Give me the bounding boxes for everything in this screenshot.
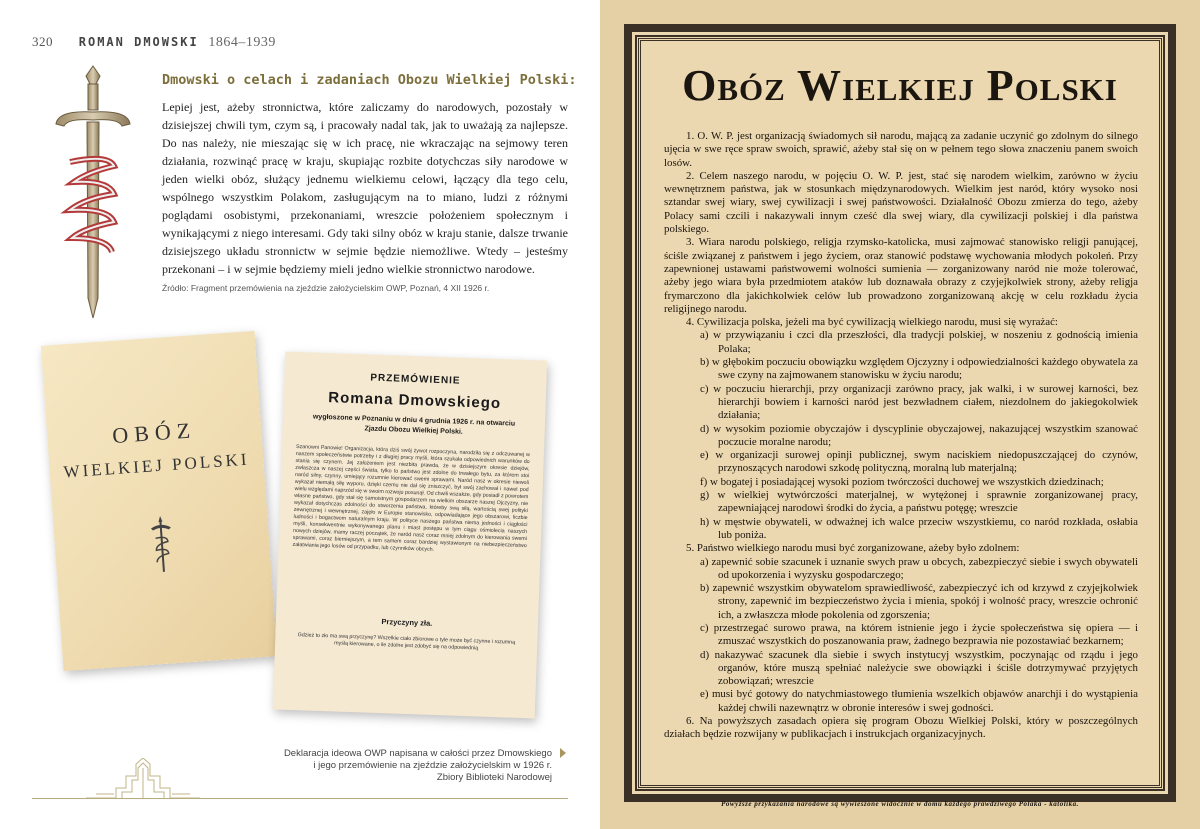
booklet-title-line1: OBÓZ [111, 417, 197, 449]
running-title: ROMAN DMOWSKI [78, 35, 199, 49]
booklet-title-line2: WIELKIEJ POLSKI [62, 449, 251, 482]
poster-paragraph: h) w męstwie obywateli, w odważnej ich walce przeciw wszystkiemu, co naród rozkłada, osłabia lub poniża. [700, 515, 1138, 541]
caption-line: Deklaracja ideowa OWP napisana w całości przez Dmowskiego [283, 748, 552, 759]
speech-title-name: Romana Dmowskiego [328, 389, 502, 413]
poster-paragraph: 4. Cywilizacja polska, jeżeli ma być cywilizacją wielkiego narodu, musi się wyrażać: [686, 316, 1058, 329]
poster-paragraph: a) zapewnić sobie szacunek i uznanie swych praw u obcych, zabezpieczyć siebie i swych obywateli od upokorzenia i wyzysku gospodarczego; [700, 555, 1138, 581]
poster-body [664, 130, 1138, 742]
poster-paragraph: d) w wysokim poziomie obyczajów i dyscyplinie obyczajowej, nakazującej wszystkim szanować poczucie moralne narodu; [700, 422, 1138, 448]
speech-body-continued: Gdzież to zło ma swą przyczynę? Wszelkie ciało zbiorowe o tyle może być czynne i rozumną myślą kierowane, o ile zdolne jest zdobyć się na odpowiednią [297, 632, 516, 652]
poster-paragraph: 6. Na powyższych zasadach opiera się program Obozu Wielkiej Polski, który w poszczególnych działach będzie rozwijany w publikacjach i instrukcjach organizacyjnych. [664, 715, 1138, 741]
article-source: Źródło: Fragment przemówienia na zjeździe założycielskim OWP, Poznań, 4 XII 1926 r. [162, 283, 490, 293]
poster-paragraph: 5. Państwo wielkiego narodu musi być zorganizowane, ażeby było zdolnem: [686, 542, 1020, 555]
booklet-sword-icon [148, 513, 176, 575]
article-heading: Dmowski o celach i zadaniach Obozu Wielkiej Polski: [162, 72, 577, 88]
speech-subheading: Przyczyny zła. [381, 617, 433, 628]
caption-line: i jego przemówienie na zjeździe założycielskim w 1926 r. [313, 760, 552, 771]
caption-arrow-icon [560, 748, 566, 758]
poster-paragraph: 1. O. W. P. jest organizacją świadomych sił narodu, mającą za zadanie uczynić go zdolnym do silnego ujęcia w swe ręce spraw swoich, sprawić, ażeby stał się on w pełnem tego słowa znaczeniu panem swoich losów. [664, 130, 1138, 169]
poster-title: Obóz Wielkiej Polski [682, 61, 1118, 110]
booklet-cover-photo [41, 331, 277, 671]
poster-paragraph: e) w organizacji surowej opinji publicznej, swym naciskiem niedopuszczającej do czynów, przynoszących narodowi szkodę polityczną, moralną lub materjalną; [700, 449, 1138, 475]
article-body: Lepiej jest, ażeby stronnictwa, które zaliczamy do narodowych, pozostały w dzisiejszej chwili tym, czym są, i pracowały nadal tak, jak to uważają za najlepsze. Do nas należy, nie mieszając się w ich pracę, nie wkraczając na sejmowy teren działania, rozwinąć pracę w kraju, skupiając rozbite dotychczas siły narodowe w jeden wielki obóz, służący jednemu wielkiemu celowi, łączący dla tego celu, wspólnego wszystkim Polakom, zasługującym na to miano, ludzi z różnymi poglądami osobistymi, przekonaniami, wreszcie położeniem społecznym i wynikającymi z niego interesami. Gdy taki silny obóz w kraju stanie, dalsze trwanie dzisiejszego układu stronnictw w sejmie będzie niemożliwe. Wtedy – jesteśmy przekonani – i w sejmie będziemy mieli jedno wielkie stronnictwo narodowe. [162, 100, 568, 276]
poster-paragraph: e) musi być gotowy do natychmiastowego tłumienia wszelkich objawów anarchji i do wystąpienia każdej chwili nazewnątrz w obronie interesów i swej godności. [700, 688, 1138, 714]
poster-paragraph: 2. Celem naszego narodu, w pojęciu O. W. P. jest, stać się narodem wielkim, zarówno w życiu wewnętrznem państwa, jak w stosunkach międzynarodowych. Wielkim jest naród, który wysoko nosi sztandar swej wiary, swej cywilizacji i swej państwowości. Działalność Obozu zmierza do tego, ażeby Polacy sami czcili i nakazywali innym cześć dla swej wiary, dla cywilizacji polskiej i dla państwa polskiego. [664, 169, 1138, 236]
speech-document-photo [273, 352, 547, 719]
page-number: 320 [32, 34, 53, 49]
poster-paragraph: b) zapewnić wszystkim obywatelom sprawiedliwość, zabezpieczyć ich od krzywd z czyjejkolwiek strony, zapewnić im bezpieczeństwo życia i mienia, spokój i wolność pracy, wreszcie ochronić ich, a zwłaszcza młode pokolenia od zgorszenia; [700, 582, 1138, 621]
szczerbiec-badge-icon [48, 62, 138, 324]
speech-body: Szanowni Panowie! Organizacja, która dziś swój żywot rozpoczyna, narodziła się z odczuwanej w naszem społeczeństwie potrzeby i z długiej pracy myśli, która szukała odpowiednich warunków do stania się czynem. Jej założeniem jest niezbita prawda, że w dzisiejszym okresie dziejów, zwłaszcza w naszej części świata, tylko to państwo jest zdolne do trwałego bytu, za którem stoi naród silny, czynny, umiejący rozumnie kierować swemi sprawami. Naród nasz w okresie niewoli wykazał niemałą siłę wyporu, dzięki czemu nie dał się zniszczyć, był swój zachował i nawet pod wielu względami naprzód się w swoim rozwoju posunął. Od chwili wszakże, gdy posiadł z powrotem własne państwo, gdy stał się samoistnym gospodarzem na wielkim obszarze naszej Ojczyzny, nie wykazał dotychczas zdolności do stworzenia państwa, któreby swą siłą, wartością swej polityki zewnętrznej i wewnętrznej, zajęło w Europie stanowisko, odpowiadające jego obszarowi, liczbie ludności i bogactwom naturalnym kraju. W polityce naszego państwa niema jedności i ciągłości myśli, konsekwentnie wykonywanego planu i miast postępu w tym ciągu ośmiolecia naszych nowych dziejów, mamy raczej początek, że naród nasz coraz mniej zdolnym do kierowania swemi sprawami, coraz bierniejszym, a tem samem coraz bardziej wystawionym na niebezpieczeństwo załatwiania jego losów od przypadku, lub czynników obcych. [292, 443, 530, 553]
caption-line: Zbiory Biblioteki Narodowej [436, 772, 552, 783]
poster-paragraph: c) przestrzegać surowo prawa, na którem istnienie jego i życie społeczeństwa się opiera — i zmuszać wszystkich do poszanowania praw, żadnego bezprawia nie pozostawiać bezkarnem; [700, 621, 1138, 648]
running-years: 1864–1939 [208, 35, 276, 50]
art-deco-ornament-icon [86, 758, 200, 798]
poster-paragraph: 3. Wiara narodu polskiego, religja rzymsko-katolicka, musi zajmować stanowisko religji panującej, ściśle związanej z państwem i jego życiem, oraz stanowić podstawę wychowania młodych pokoleń. Przy zapewnionej ustawami państwowemi wolności sumienia — zorganizowany naród nie może tolerować, ażeby jego wiara była przedmiotem ataków lub doznawała obrazy z czyjejkolwiek strony, ażeby religja frymarczono dla jakichkolwiek celów lub prowadzono zorganizowaną akcję w celu rozkładu życia religijnego narodu. [664, 236, 1138, 315]
bottom-rule [32, 798, 568, 799]
page-header [32, 34, 276, 51]
poster-paragraph: g) w wielkiej wytwórczości materjalnej, w wytężonej i sprawnie zorganizowanej pracy, zapewniającej narodowi środki do życia, a państwu potęgę; wreszcie [700, 489, 1138, 515]
poster-footer: Powyższe przykazania narodowe są wywieszone widocznie w domu każdego prawdziwego Polaka - katolika. [721, 800, 1079, 808]
poster-paragraph: b) w głębokim poczuciu obowiązku względem Ojczyzny i odpowiedzialności każdego obywatela za swe czyny na zajmowanem stanowisku w życiu narodu; [700, 356, 1138, 382]
speech-title-small: PRZEMÓWIENIE [370, 372, 461, 387]
poster-paragraph: f) w bogatej i posiadającej wysoki poziom twórczości duchowej we wszystkich dziedzinach; [700, 475, 1104, 488]
poster-paragraph: d) nakazywać szacunek dla siebie i swych instytucyj wszystkim, poczynając od rządu i jego organów, które muszą spełniać należycie swe obowiązki i ściśle dotrzymywać przyjętych zobowiązań; wreszcie [700, 648, 1138, 688]
poster-paragraph: a) w przywiązaniu i czci dla przeszłości, dla tradycji polskiej, w noszeniu z godnością imienia Polaka; [700, 329, 1138, 355]
poster-paragraph: c) w poczuciu hierarchji, przy organizacji zarówno pracy, jak walki, i w surowej karności, bez hierarchji bowiem i karności naród jest bezwładnem ciałem, niezdolnem do jakiegokolwiek działania; [700, 382, 1138, 422]
speech-title-details: wygłoszone w Poznaniu w dniu 4 grudnia 1926 r. na otwarciu Zjazdu Obozu Wielkiej Polski. [312, 413, 516, 436]
figure-caption [252, 748, 552, 784]
owp-declaration-poster [624, 24, 1176, 808]
